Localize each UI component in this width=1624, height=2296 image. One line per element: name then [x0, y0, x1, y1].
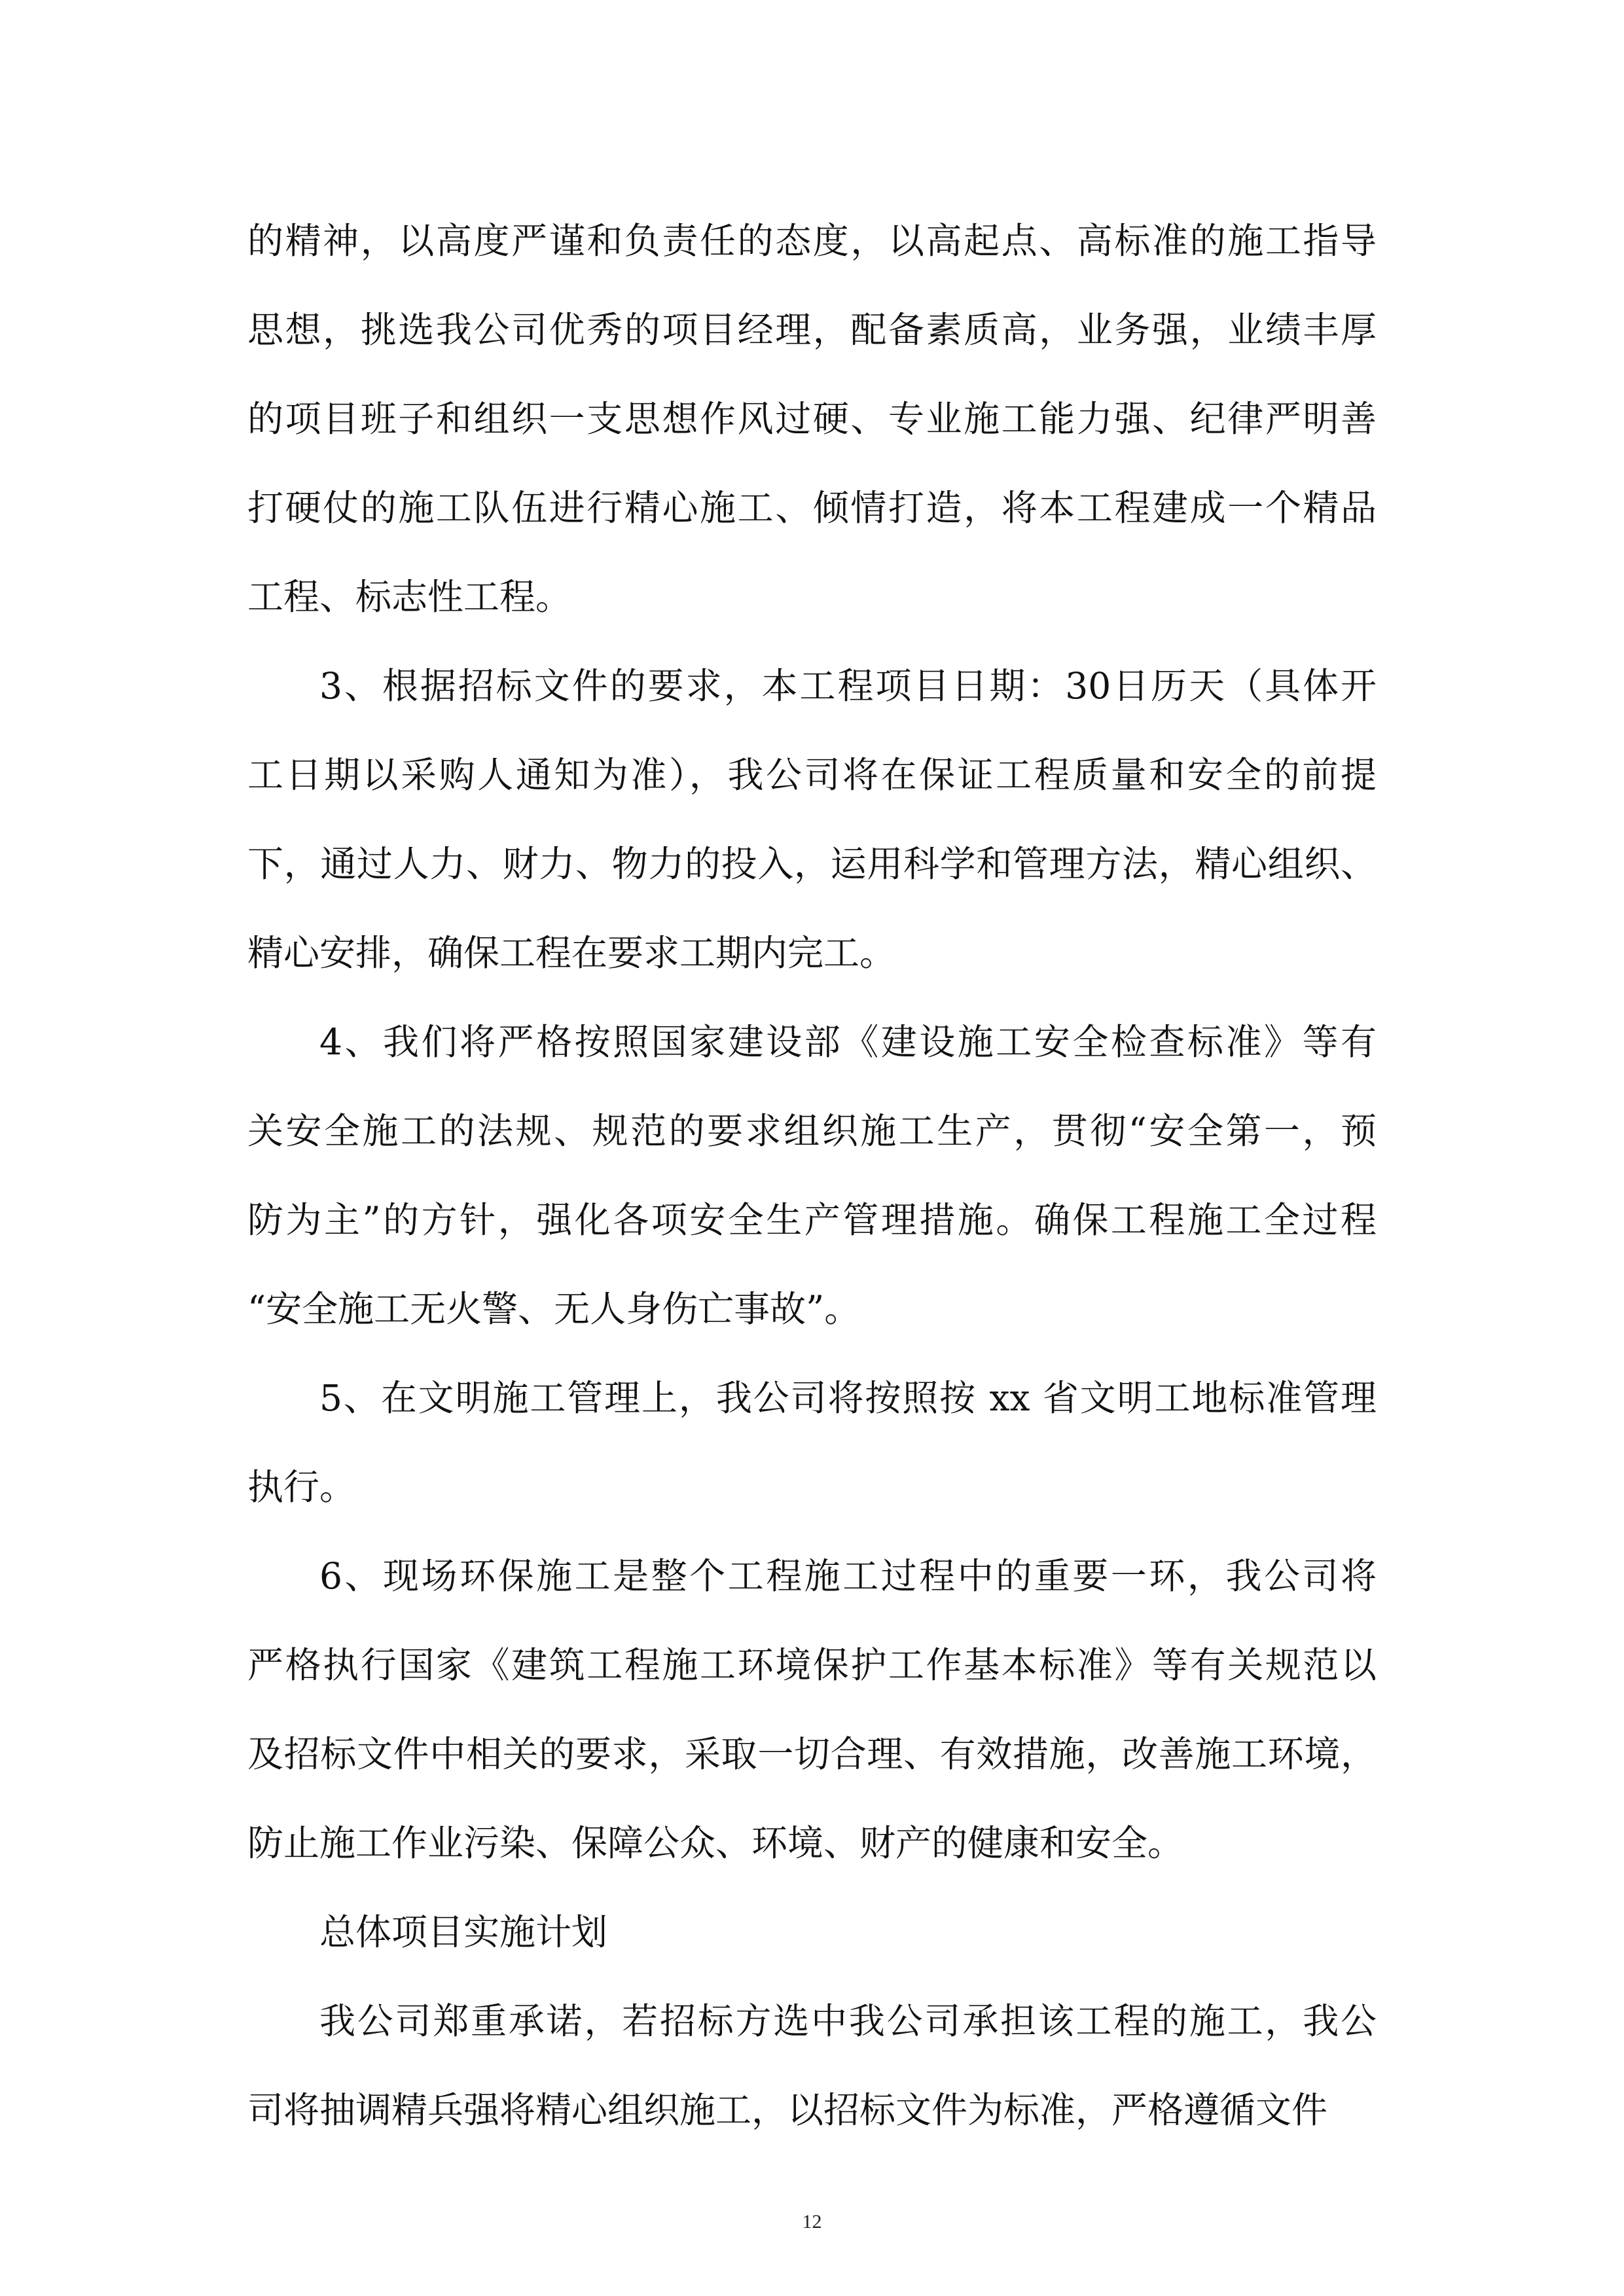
text-line: 严格执行国家《建筑工程施工环境保护工作基本标准》等有关规范以 — [247, 1644, 1377, 1686]
paragraph-item-6 — [247, 1532, 1377, 1888]
text-line: 4、我们将严格按照国家建设部《建设施工安全检查标准》等有 — [319, 1021, 1377, 1063]
paragraph-item-4 — [247, 997, 1377, 1354]
paragraph-continued-spirit — [247, 196, 1377, 641]
text-line: 防为主”的方针，强化各项安全生产管理措施。确保工程施工全过程 — [247, 1199, 1377, 1241]
paragraph-commitment — [247, 1977, 1377, 2155]
text-line: 总体项目实施计划 — [319, 1911, 608, 1953]
body-text — [247, 196, 1377, 2155]
text-line: 的项目班子和组织一支思想作风过硬、专业施工能力强、纪律严明善 — [247, 398, 1377, 440]
text-line: 防止施工作业污染、保障公众、环境、财产的健康和安全。 — [247, 1822, 1184, 1864]
text-line: 精心安排，确保工程在要求工期内完工。 — [247, 932, 896, 974]
text-line: 我公司郑重承诺，若招标方选中我公司承担该工程的施工，我公 — [319, 2000, 1377, 2042]
text-line: 打硬仗的施工队伍进行精心施工、倾情打造，将本工程建成一个精品 — [247, 487, 1377, 529]
text-line: 5、在文明施工管理上，我公司将按照按 xx 省文明工地标准管理 — [319, 1377, 1377, 1419]
text-line: 工日期以采购人通知为准），我公司将在保证工程质量和安全的前提 — [247, 754, 1377, 796]
paragraph-item-3 — [247, 641, 1377, 997]
text-line: 执行。 — [247, 1466, 356, 1508]
text-line: 6、现场环保施工是整个工程施工过程中的重要一环，我公司将 — [319, 1555, 1377, 1597]
text-line: 关安全施工的法规、规范的要求组织施工生产，贯彻“安全第一，预 — [247, 1110, 1377, 1152]
text-line: “安全施工无火警、无人身伤亡事故”。 — [247, 1288, 861, 1330]
text-line: 司将抽调精兵强将精心组织施工，以招标文件为标准，严格遵循文件 — [247, 2089, 1328, 2131]
text-line: 及招标文件中相关的要求，采取一切合理、有效措施，改善施工环境， — [247, 1733, 1377, 1775]
paragraph-item-5 — [247, 1354, 1377, 1532]
text-line: 思想，挑选我公司优秀的项目经理，配备素质高，业务强，业绩丰厚 — [247, 309, 1377, 351]
page-number: 12 — [802, 2211, 822, 2233]
section-heading — [247, 1888, 1377, 1977]
text-line: 工程、标志性工程。 — [247, 576, 572, 618]
text-line: 的精神，以高度严谨和负责任的态度，以高起点、高标准的施工指导 — [247, 220, 1377, 262]
text-line: 3、根据招标文件的要求，本工程项目日期：30日历天（具体开 — [319, 665, 1377, 707]
text-line: 下，通过人力、财力、物力的投入，运用科学和管理方法，精心组织、 — [247, 843, 1377, 885]
